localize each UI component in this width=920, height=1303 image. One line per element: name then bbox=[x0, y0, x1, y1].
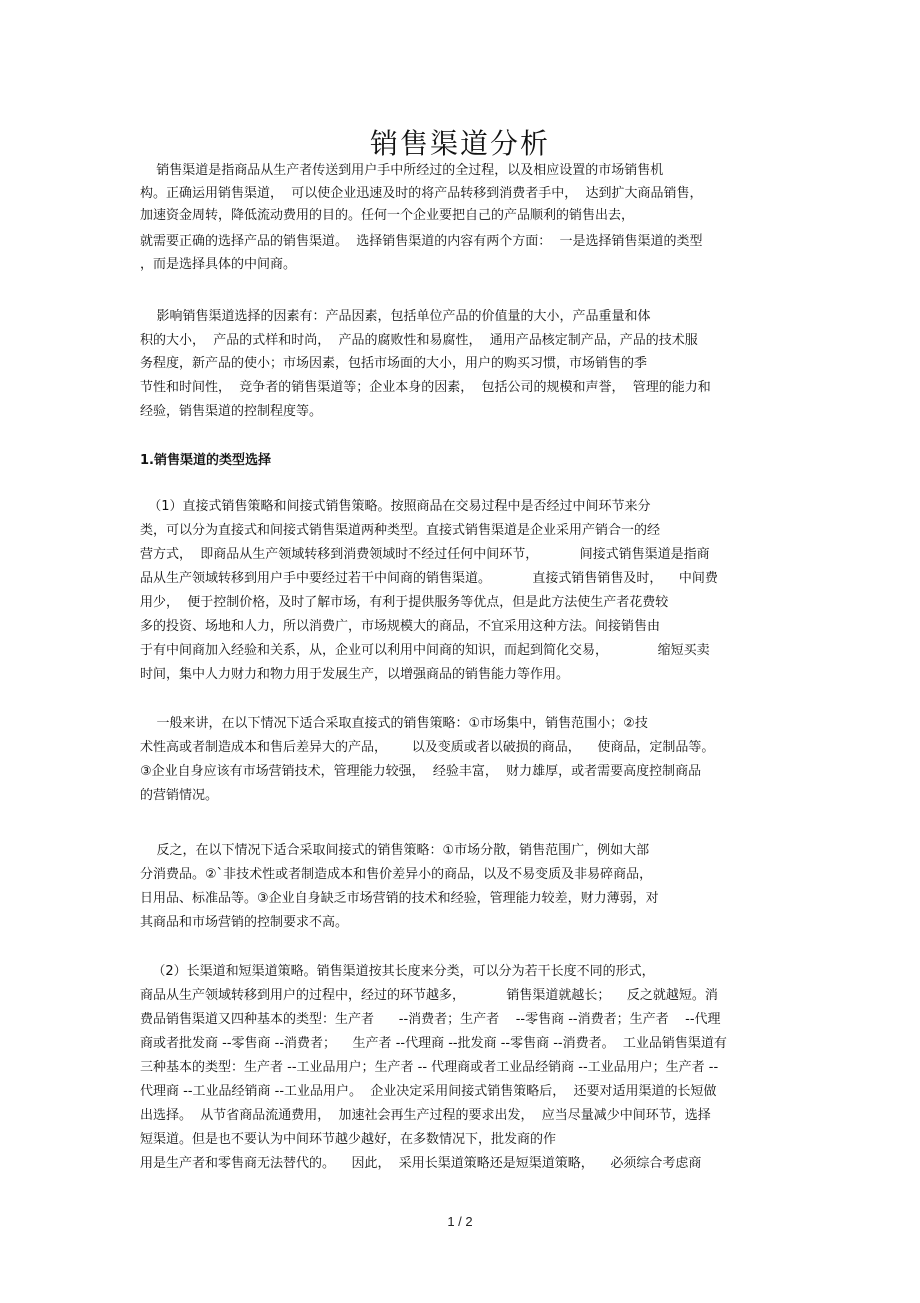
paragraph-line: 多的投资、场地和人力，所以消费广，市场规模大的商品，不宜采用这种方法。间接销售由 bbox=[140, 619, 661, 634]
paragraph-line: 三种基本的类型：生产者 --工业品用户；生产者 -- 代理商或者工业品经销商 --工业品用户；生产者 -- bbox=[140, 1060, 719, 1075]
paragraph-line: 加速资金周转，降低流动费用的目的。任何一个企业要把自己的产品顺利的销售出去， bbox=[140, 208, 635, 223]
paragraph-line: 用是生产者和零售商无法替代的。 因此， 采用长渠道策略还是短渠道策略， 必须综合考虑商 bbox=[140, 1156, 702, 1171]
paragraph-line: 出选择。 从节省商品流通费用， 加速社会再生产过程的要求出发， 应当尽量减少中间环节，选择 bbox=[140, 1108, 711, 1123]
paragraph-line: 于有中间商加入经验和关系，从，企业可以利用中间商的知识，而起到简化交易， 缩短买卖 bbox=[140, 643, 710, 658]
paragraph-line: 一般来讲，在以下情况下适合采取直接式的销售策略：①市场集中，销售范围小；②技 bbox=[140, 716, 648, 731]
paragraph-line: 节性和时间性， 竞争者的销售渠道等；企业本身的因素， 包括公司的规模和声誉， 管理的能力和 bbox=[140, 380, 711, 395]
paragraph-line: 营方式， 即商品从生产领域转移到消费领域时不经过任何中间环节， 间接式销售渠道是指商 bbox=[140, 547, 710, 562]
paragraph-line: 经验，销售渠道的控制程度等。 bbox=[140, 404, 323, 419]
paragraph-line: 商品从生产领域转移到用户的过程中，经过的环节越多， 销售渠道就越长； 反之就越短。消 bbox=[140, 988, 718, 1003]
page-number: 1 / 2 bbox=[447, 1214, 473, 1229]
paragraph-line: 分消费品。②`非技术性或者制造成本和售价差异小的商品，以及不易变质及非易碎商品， bbox=[140, 867, 653, 882]
section-heading: 1.销售渠道的类型选择 bbox=[140, 453, 271, 468]
paragraph-line: 构。正确运用销售渠道， 可以使企业迅速及时的将产品转移到消费者手中， 达到扩大商品销售， bbox=[140, 186, 703, 201]
paragraph-line: 品从生产领域转移到用户手中要经过若干中间商的销售渠道。 直接式销售销售及时， 中间费 bbox=[140, 571, 718, 586]
paragraph-line: 术性高或者制造成本和售后差异大的产品， 以及变质或者以破损的商品， 使商品，定制品等。 bbox=[140, 740, 715, 755]
document-title: 销售渠道分析 bbox=[369, 127, 550, 160]
paragraph-line: 代理商 --工业品经销商 --工业品用户。 企业决定采用间接式销售策略后， 还要对适用渠道的长短做 bbox=[140, 1084, 717, 1099]
paragraph-line: 时间，集中人力财力和物力用于发展生产，以增强商品的销售能力等作用。 bbox=[140, 667, 570, 682]
paragraph-line: 商或者批发商 --零售商 --消费者； 生产者 --代理商 --批发商 --零售商 --消费者。 工业品销售渠道有 bbox=[140, 1036, 727, 1051]
paragraph-line: ，而是选择具体的中间商。 bbox=[140, 257, 297, 272]
paragraph-line: 反之，在以下情况下适合采取间接式的销售策略：①市场分散，销售范围广，例如大部 bbox=[140, 843, 650, 858]
paragraph-line: 的营销情况。 bbox=[140, 788, 219, 803]
paragraph-line: （1）直接式销售策略和间接式销售策略。按照商品在交易过程中是否经过中间环节来分 bbox=[140, 499, 651, 514]
paragraph-line: 影响销售渠道选择的因素有：产品因素，包括单位产品的价值量的大小，产品重量和体 bbox=[140, 309, 651, 324]
paragraph-line: 费品销售渠道又四种基本的类型：生产者 --消费者；生产者 --零售商 --消费者；生产者 --代理 bbox=[140, 1012, 721, 1027]
paragraph-line: ③企业自身应该有市场营销技术，管理能力较强， 经验丰富， 财力雄厚，或者需要高度控制商品 bbox=[140, 764, 702, 779]
paragraph-line: 日用品、标准品等。③企业自身缺乏市场营销的技术和经验，管理能力较差，财力薄弱，对 bbox=[140, 891, 659, 906]
paragraph-line: 就需要正确的选择产品的销售渠道。 选择销售渠道的内容有两个方面： 一是选择销售渠道的类型 bbox=[140, 234, 703, 249]
paragraph-line: 类，可以分为直接式和间接式销售渠道两种类型。直接式销售渠道是企业采用产销合一的经 bbox=[140, 523, 661, 538]
paragraph-line: 用少， 便于控制价格，及时了解市场，有利于提供服务等优点，但是此方法使生产者花费较 bbox=[140, 595, 669, 610]
paragraph-line: 短渠道。但是也不要认为中间环节越少越好，在多数情况下，批发商的作 bbox=[140, 1132, 557, 1147]
paragraph-line: （2）长渠道和短渠道策略。销售渠道按其长度来分类，可以分为若干长度不同的形式， bbox=[140, 964, 655, 979]
paragraph-line: 其商品和市场营销的控制要求不高。 bbox=[140, 915, 349, 930]
paragraph-line: 务程度，新产品的使小；市场因素，包括市场面的大小，用户的购买习惯，市场销售的季 bbox=[140, 356, 648, 371]
paragraph-line: 销售渠道是指商品从生产者传送到用户手中所经过的全过程，以及相应设置的市场销售机 bbox=[148, 163, 664, 178]
paragraph-line: 积的大小， 产品的式样和时尚， 产品的腐败性和易腐性， 通用产品核定制产品，产品的技术服 bbox=[140, 333, 698, 348]
